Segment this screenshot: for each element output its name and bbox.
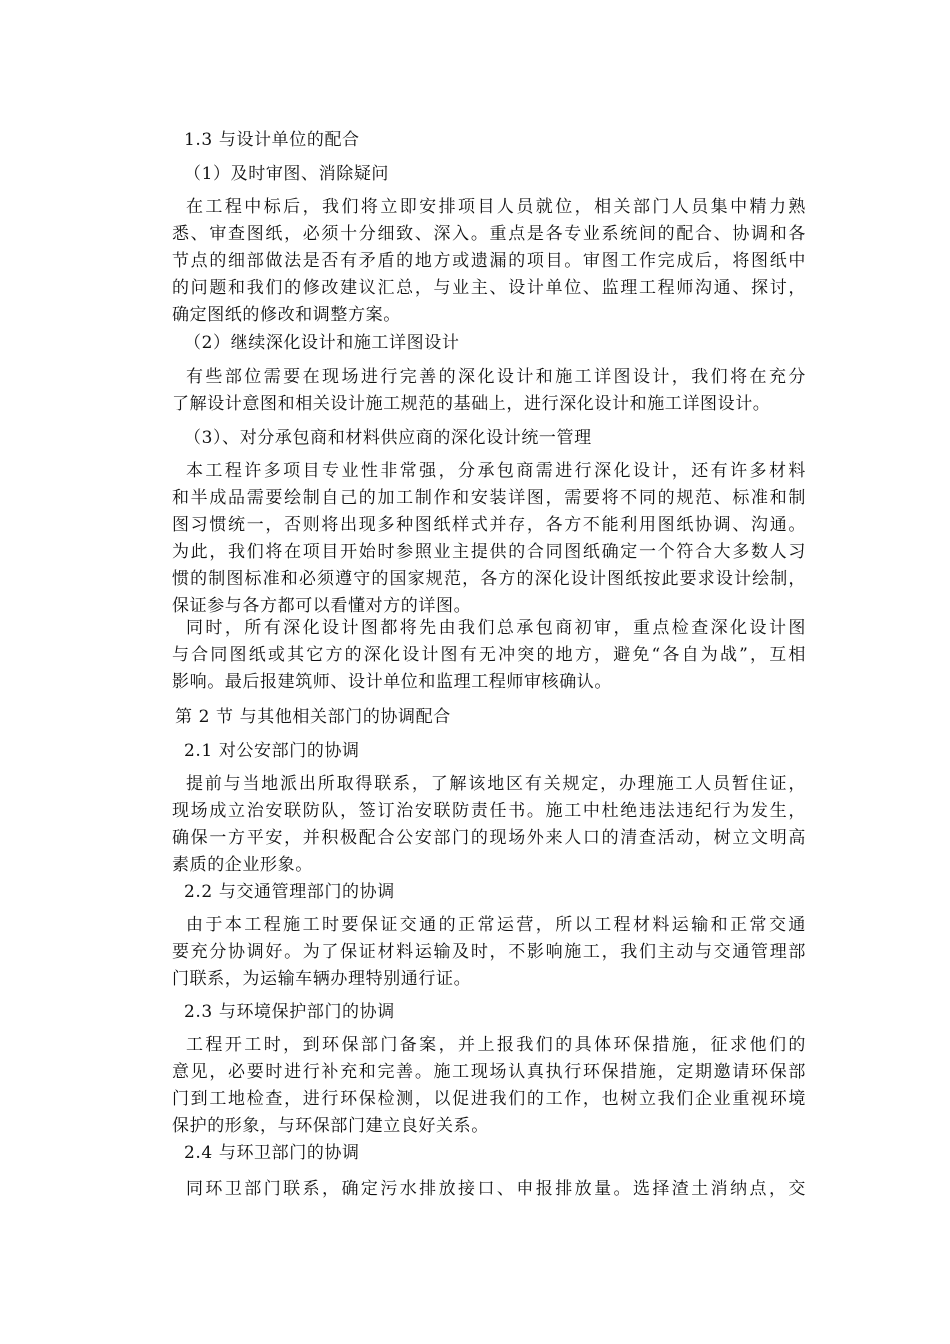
text-line: 悉、审查图纸，必须十分细致、深入。重点是各专业系统间的配合、协调和各: [172, 224, 806, 244]
text-line: 为此，我们将在项目开始时参照业主提供的合同图纸确定一个符合大多数人习: [172, 542, 806, 562]
text-line: 工程开工时，到环保部门备案，并上报我们的具体环保措施，征求他们的: [186, 1035, 806, 1055]
text-line: 确保一方平安，并积极配合公安部门的现场外来人口的清查活动，树立文明高: [172, 828, 806, 848]
paragraph-preliminary-review: [172, 615, 806, 696]
text-line: 同环卫部门联系，确定污水排放接口、申报排放量。选择渣土消纳点，交: [186, 1179, 806, 1199]
heading-1-3-3: （3）、对分承包商和材料供应商的深化设计统一管理: [184, 428, 592, 448]
text-line: 图习惯统一，否则将出现多种图纸样式并存，各方不能利用图纸协调、沟通。: [172, 515, 806, 535]
text-line: 现场成立治安联防队，签订治安联防责任书。施工中杜绝违法违纪行为发生，: [172, 801, 806, 821]
paragraph-sanitation: [172, 1176, 806, 1203]
text-line: 的问题和我们的修改建议汇总，与业主、设计单位、监理工程师沟通、探讨，: [172, 278, 806, 298]
text-line: 由于本工程施工时要保证交通的正常运营，所以工程材料运输和正常交通: [186, 915, 806, 935]
text-line: 有些部位需要在现场进行完善的深化设计和施工详图设计，我们将在充分: [186, 367, 806, 387]
heading-2-2: 2.2 与交通管理部门的协调: [184, 882, 395, 902]
text-line: 惯的制图标准和必须遵守的国家规范，各方的深化设计图纸按此要求设计绘制，: [172, 569, 806, 589]
text-line: 素质的企业形象。: [172, 855, 313, 875]
paragraph-environment: [172, 1032, 806, 1140]
text-line: 同时，所有深化设计图都将先由我们总承包商初审，重点检查深化设计图: [186, 618, 806, 638]
paragraph-traffic: [172, 912, 806, 993]
text-line: 与合同图纸或其它方的深化设计图有无冲突的地方，避免“各自为战”，互相: [172, 645, 806, 665]
paragraph-review-drawings: [172, 194, 806, 329]
text-line: 要充分协调好。为了保证材料运输及时，不影响施工，我们主动与交通管理部: [172, 942, 806, 962]
heading-2-1: 2.1 对公安部门的协调: [184, 741, 360, 761]
heading-2-4: 2.4 与环卫部门的协调: [184, 1143, 360, 1163]
paragraph-public-security: [172, 771, 806, 879]
text-line: 在工程中标后，我们将立即安排项目人员就位，相关部门人员集中精力熟: [186, 197, 806, 217]
text-line: 意见，必要时进行补充和完善。施工现场认真执行环保措施，定期邀请环保部: [172, 1062, 806, 1082]
text-line: 保证参与各方都可以看懂对方的详图。: [172, 596, 472, 616]
text-line: 门到工地检查，进行环保检测，以促进我们的工作，也树立我们企业重视环境: [172, 1089, 806, 1109]
text-line: 节点的细部做法是否有矛盾的地方或遗漏的项目。审图工作完成后，将图纸中: [172, 251, 806, 271]
text-line: 确定图纸的修改和调整方案。: [172, 305, 401, 325]
text-line: 影响。最后报建筑师、设计单位和监理工程师审核确认。: [172, 672, 612, 692]
text-line: 本工程许多项目专业性非常强，分承包商需进行深化设计，还有许多材料: [186, 461, 806, 481]
section-title-2: 第 2 节 与其他相关部门的协调配合: [175, 707, 451, 727]
heading-2-3: 2.3 与环境保护部门的协调: [184, 1002, 395, 1022]
paragraph-unified-management: [172, 458, 806, 620]
text-line: 提前与当地派出所取得联系，了解该地区有关规定，办理施工人员暂住证，: [186, 774, 806, 794]
text-line: 保护的形象，与环保部门建立良好关系。: [172, 1116, 489, 1136]
paragraph-deepen-design: [172, 364, 806, 418]
text-line: 了解设计意图和相关设计施工规范的基础上，进行深化设计和施工详图设计。: [172, 394, 771, 414]
heading-1-3-2: （2）继续深化设计和施工详图设计: [184, 333, 460, 353]
heading-1-3-1: （1）及时审图、消除疑问: [184, 164, 390, 184]
heading-1-3: 1.3 与设计单位的配合: [184, 130, 360, 150]
text-line: 和半成品需要绘制自己的加工制作和安装详图，需要将不同的规范、标准和制: [172, 488, 806, 508]
text-line: 门联系，为运输车辆办理特别通行证。: [172, 969, 472, 989]
